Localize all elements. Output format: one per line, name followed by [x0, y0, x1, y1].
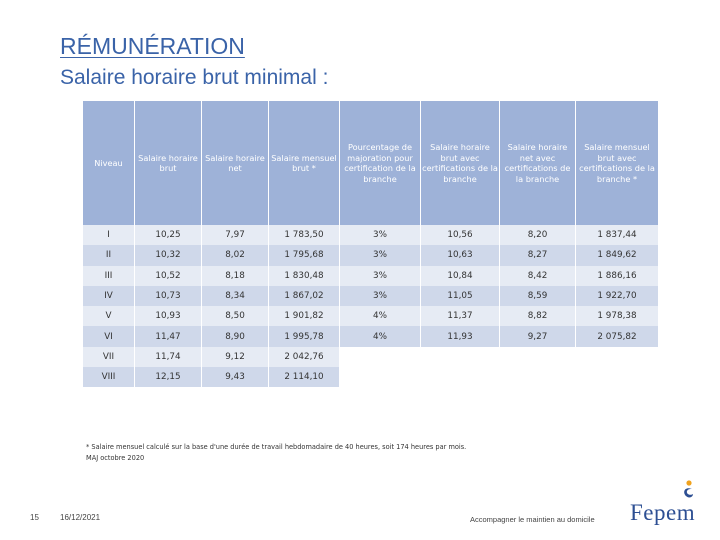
table-row	[83, 306, 658, 326]
table-cell: III	[83, 266, 135, 286]
table-cell: 1 795,68	[269, 245, 340, 265]
page-title: RÉMUNÉRATION	[60, 33, 245, 59]
table-row	[83, 266, 658, 286]
table-cell: 12,15	[135, 367, 202, 387]
footnote: * Salaire mensuel calculé sur la base d'une durée de travail hebdomadaire de 40 heures, soit 174 heures par mois.	[86, 443, 467, 451]
table-cell: 10,52	[135, 266, 202, 286]
table-cell: 1 849,62	[576, 245, 658, 265]
table-cell	[340, 347, 421, 367]
table-cell: 11,74	[135, 347, 202, 367]
column-header: Salaire horaire net	[202, 101, 269, 225]
footer-date: 16/12/2021	[60, 513, 101, 522]
table-cell: 1 783,50	[269, 225, 340, 245]
table-cell	[421, 347, 500, 367]
salary-table	[83, 101, 658, 387]
table-cell: VIII	[83, 367, 135, 387]
footer-tagline: Accompagner le maintien au domicile	[470, 515, 595, 524]
table-cell: 1 886,16	[576, 266, 658, 286]
logo-text: Fepem	[630, 500, 696, 525]
table-cell: 11,05	[421, 286, 500, 306]
page-subtitle: Salaire horaire brut minimal :	[60, 66, 329, 89]
table-cell: 8,20	[500, 225, 576, 245]
fepem-mark-icon	[681, 480, 695, 502]
table-cell: 1 837,44	[576, 225, 658, 245]
table-cell: 10,32	[135, 245, 202, 265]
update-note: MAJ octobre 2020	[86, 454, 145, 462]
table-cell: 2 075,82	[576, 326, 658, 346]
table-cell: 8,18	[202, 266, 269, 286]
table-cell: 2 114,10	[269, 367, 340, 387]
table-cell: VII	[83, 347, 135, 367]
column-header: Salaire mensuel brut avec certifications de la branche *	[576, 101, 658, 225]
table-cell: VI	[83, 326, 135, 346]
table-cell: 11,93	[421, 326, 500, 346]
table-cell: IV	[83, 286, 135, 306]
table-row	[83, 245, 658, 265]
table-cell: 1 995,78	[269, 326, 340, 346]
table-cell: 3%	[340, 286, 421, 306]
table-cell: 2 042,76	[269, 347, 340, 367]
table-row	[83, 326, 658, 346]
table-cell: 3%	[340, 225, 421, 245]
table-cell: 1 978,38	[576, 306, 658, 326]
table-header-row	[83, 101, 658, 225]
table-row	[83, 225, 658, 245]
table-cell: 3%	[340, 266, 421, 286]
table-cell: 11,37	[421, 306, 500, 326]
table-cell: V	[83, 306, 135, 326]
table-cell: 1 867,02	[269, 286, 340, 306]
table-cell: 8,34	[202, 286, 269, 306]
table-row	[83, 286, 658, 306]
table-cell: 10,84	[421, 266, 500, 286]
table-cell: 4%	[340, 326, 421, 346]
column-header: Salaire mensuel brut *	[269, 101, 340, 225]
table-cell: II	[83, 245, 135, 265]
table-cell: 3%	[340, 245, 421, 265]
table-cell: 7,97	[202, 225, 269, 245]
column-header: Salaire horaire net avec certifications de la branche	[500, 101, 576, 225]
table-cell: 10,93	[135, 306, 202, 326]
fepem-logo	[628, 478, 698, 526]
column-header: Salaire horaire brut avec certifications de la branche	[421, 101, 500, 225]
table-cell	[576, 367, 658, 387]
table-cell: 9,12	[202, 347, 269, 367]
table-cell	[500, 367, 576, 387]
table-row	[83, 347, 658, 367]
table-cell: I	[83, 225, 135, 245]
column-header: Salaire horaire brut	[135, 101, 202, 225]
table-cell	[340, 367, 421, 387]
table-cell: 10,63	[421, 245, 500, 265]
table-cell: 8,90	[202, 326, 269, 346]
footnote-block	[86, 442, 466, 464]
table-cell: 10,73	[135, 286, 202, 306]
table-cell	[421, 367, 500, 387]
table-cell: 10,56	[421, 225, 500, 245]
table-cell: 1 901,82	[269, 306, 340, 326]
table-cell: 10,25	[135, 225, 202, 245]
table-cell: 1 830,48	[269, 266, 340, 286]
column-header: Niveau	[83, 101, 135, 225]
table-cell: 1 922,70	[576, 286, 658, 306]
table-cell: 11,47	[135, 326, 202, 346]
table-cell: 8,50	[202, 306, 269, 326]
table-cell: 8,27	[500, 245, 576, 265]
table-cell	[500, 347, 576, 367]
table-cell: 9,43	[202, 367, 269, 387]
table-row	[83, 367, 658, 387]
page-number: 15	[30, 513, 39, 522]
column-header: Pourcentage de majoration pour certification de la branche	[340, 101, 421, 225]
table-cell: 8,02	[202, 245, 269, 265]
table-cell: 8,42	[500, 266, 576, 286]
table-cell: 8,59	[500, 286, 576, 306]
table-cell: 8,82	[500, 306, 576, 326]
table-cell: 4%	[340, 306, 421, 326]
table-cell: 9,27	[500, 326, 576, 346]
table-cell	[576, 347, 658, 367]
